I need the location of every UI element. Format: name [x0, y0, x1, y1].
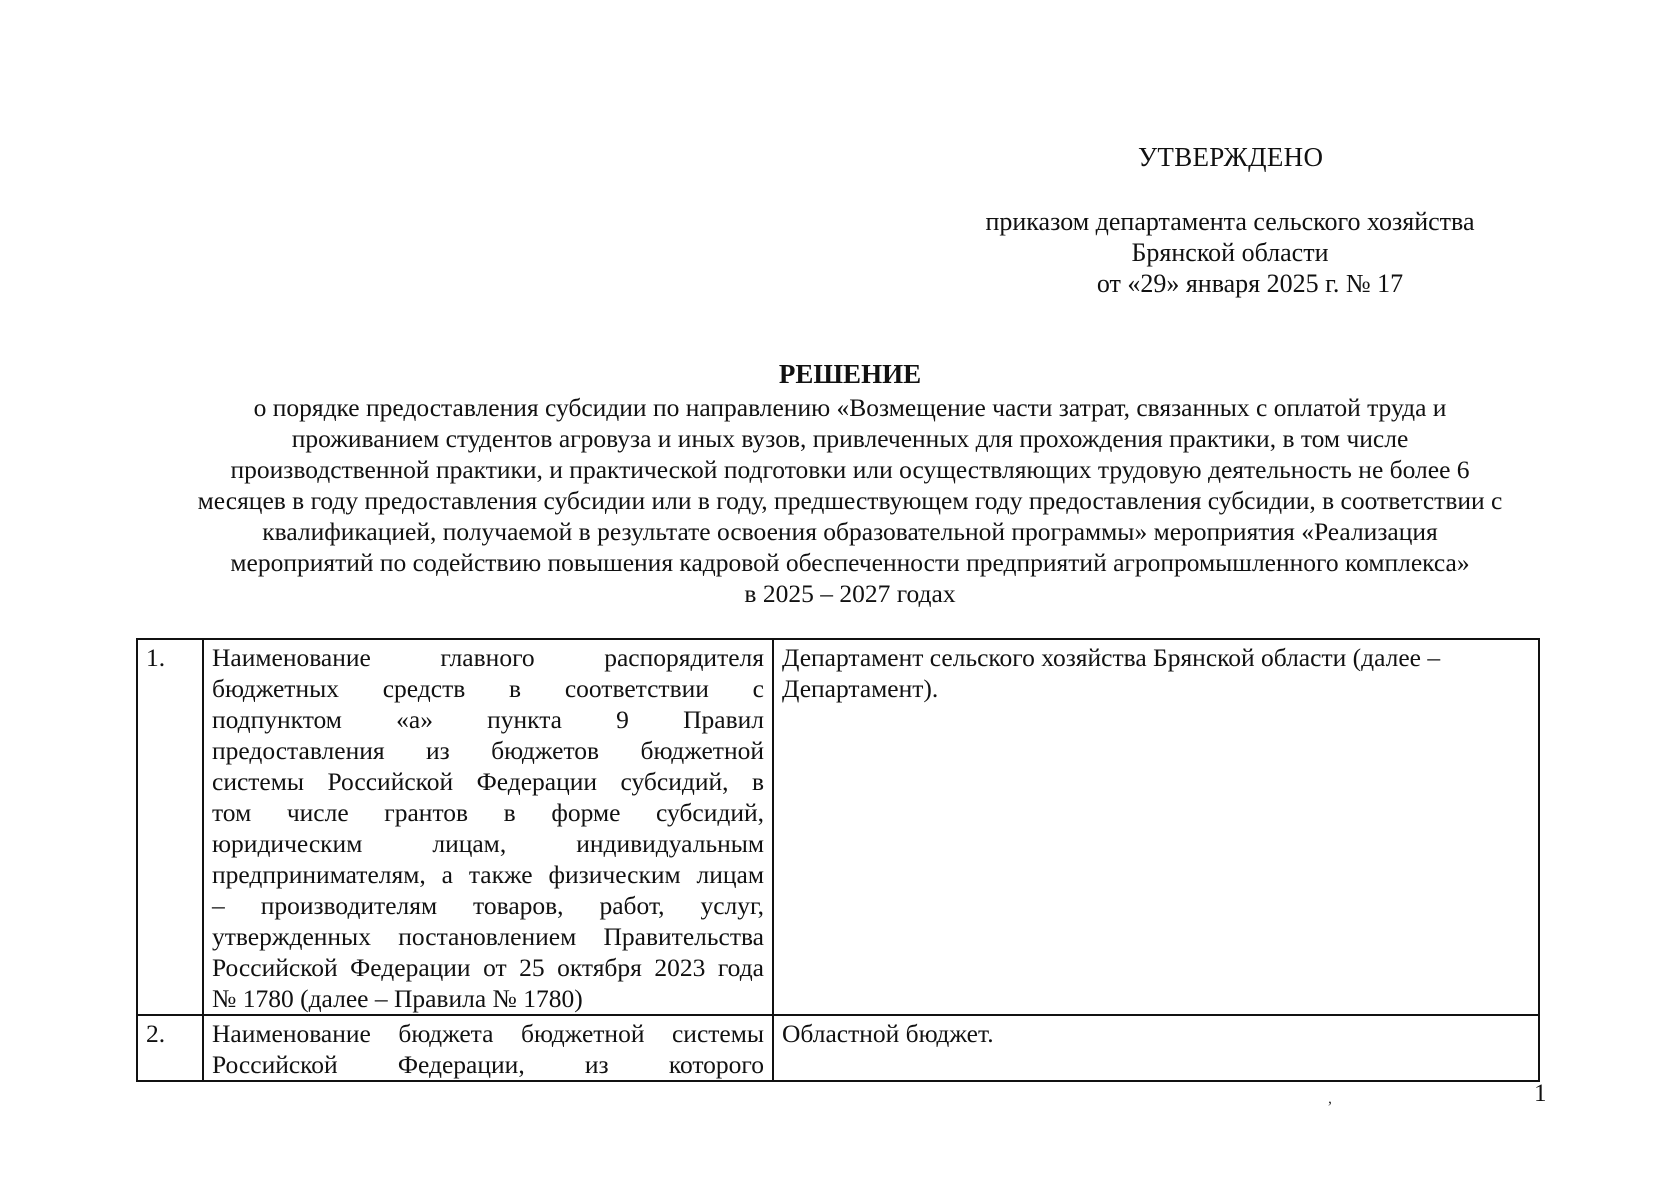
- row-name-line: подпунктом «а» пункта 9 Правил: [212, 705, 764, 734]
- subtitle-line: производственной практики, и практической подготовки или осуществляющих трудовую деятельность не более 6: [230, 455, 1470, 484]
- subtitle-line: о порядке предоставления субсидии по направлению «Возмещение части затрат, связанных с оплатой труда и: [253, 393, 1447, 422]
- row-name-line: предоставления из бюджетов бюджетной: [212, 736, 764, 765]
- document-subtitle: [140, 392, 1560, 609]
- decision-table: [136, 638, 1540, 1082]
- approved-stamp: УТВЕРЖДЕНО: [1138, 142, 1324, 172]
- order-line: приказом департамента сельского хозяйства: [985, 207, 1475, 236]
- row-name-line: юридическим лицам, индивидуальным: [212, 829, 764, 858]
- row-value: Областной бюджет.: [773, 1015, 1539, 1081]
- row-number: 2.: [137, 1015, 203, 1081]
- row-name-cell: [203, 1015, 773, 1081]
- row-number: 1.: [137, 639, 203, 1015]
- subtitle-line: в 2025 – 2027 годах: [744, 579, 956, 608]
- subtitle-line: месяцев в году предоставления субсидии или в году, предшествующем году предоставления субсидии, в соответствии с: [197, 486, 1503, 515]
- row-name-line: предпринимателям, а также физическим лицам: [212, 860, 764, 889]
- row-name-line: том числе грантов в форме субсидий,: [212, 798, 764, 827]
- table-row: [137, 639, 1539, 1015]
- order-reference: [975, 206, 1485, 299]
- order-line: Брянской области: [1131, 238, 1329, 267]
- row-name-line: Наименование главного распорядителя: [212, 643, 764, 672]
- document-title: РЕШЕНИЕ: [778, 359, 922, 389]
- table-row: [137, 1015, 1539, 1081]
- row-value: Департамент сельского хозяйства Брянской области (далее – Департамент).: [773, 639, 1539, 1015]
- page-number: 1: [1534, 1080, 1547, 1107]
- row-name-line: Российской Федерации от 25 октября 2023 года: [212, 953, 764, 982]
- row-name-line: утвержденных постановлением Правительства: [212, 922, 764, 951]
- row-name-line: – производителям товаров, работ, услуг,: [212, 891, 764, 920]
- subtitle-line: мероприятий по содействию повышения кадровой обеспеченности предприятий агропромышленного комплекса»: [230, 548, 1470, 577]
- row-name-line: бюджетных средств в соответствии с: [212, 674, 764, 703]
- scan-mark: ,: [1328, 1090, 1332, 1107]
- row-name-line: Российской Федерации, из которого: [212, 1050, 764, 1079]
- row-name-cell: [203, 639, 773, 1015]
- row-name-line: № 1780 (далее – Правила № 1780): [212, 984, 583, 1013]
- subtitle-line: квалификацией, получаемой в результате освоения образовательной программы» мероприятия «Реализация: [262, 517, 1438, 546]
- row-name-line: системы Российской Федерации субсидий, в: [212, 767, 764, 796]
- order-line: от «29» января 2025 г. № 17: [1096, 269, 1404, 298]
- subtitle-line: проживанием студентов агровуза и иных вузов, привлеченных для прохождения практики, в том числе: [291, 424, 1409, 453]
- row-name-line: Наименование бюджета бюджетной системы: [212, 1019, 764, 1048]
